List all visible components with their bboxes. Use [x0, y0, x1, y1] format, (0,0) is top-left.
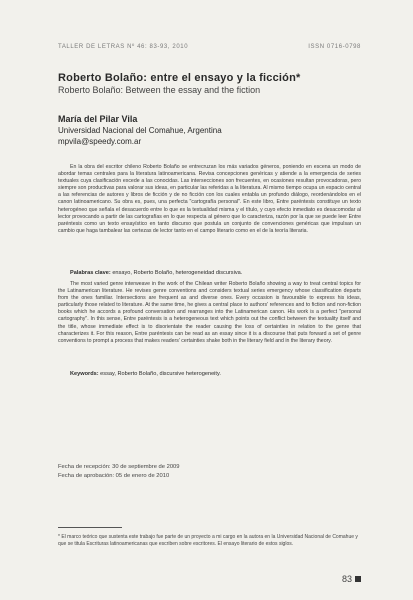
square-bullet-icon: [355, 576, 361, 582]
keywords-english: [70, 371, 360, 377]
issn: ISSN 0716-0798: [308, 44, 361, 50]
running-header: [58, 44, 361, 50]
author-name: María del Pilar Vila: [58, 114, 138, 124]
accepted-date: Fecha de aprobación: 05 de enero de 2010: [58, 473, 170, 479]
keywords-english-text: essay, Roberto Bolaño, discursive heterogeneity.: [100, 371, 221, 377]
footnote-divider: [58, 527, 122, 528]
keywords-spanish-text: ensayo, Roberto Bolaño, heterogeneidad discursiva.: [112, 270, 243, 276]
author-affiliation: Universidad Nacional del Comahue, Argentina: [58, 126, 222, 135]
article-title: [58, 72, 378, 95]
abstract-spanish-text: En la obra del escritor chileno Roberto Bolaño se entrecruzan los más variados géneros, poniendo en escena un modo de abordar temas centrales para la literatura latinoamericana. Revisa concepciones genéricas y atiende a la emergencia de series textuales cuya clasificación excede a las conocidas. Las intersecciones son frecuentes, en ocasiones resultan provocadoras, pero siempre son productivas para valorar sus ideas, en particular las referidas a la literatura. Al mismo tiempo ocupa un espacio central a las referencias de autores y libros de ficción y de no ficción con los cuales entabla un profundo diálogo, reordenándolos en el canon latinoamericano. Su obra es, pues, una perfecta "cartografía personal". En este libro, Entre paréntesis constituye un texto heterogéneo que señala el desacuerdo entre lo que es la textualidad misma y el título, y cuyo efecto inmediato es desacomodar al lector provocando a partir de las cartografías en lo que respecta al género que lo caracteriza, razón por la que se puede leer Entre paréntesis como un texto ensayístico en tanto discurso que postula un conjunto de convenciones genéricas que impulsan un cambio que haga tambalear las certezas de lector tanto en el campo literario como en el de la teoría literaria.: [58, 164, 361, 234]
abstract-english: [58, 281, 361, 345]
author-block: [58, 114, 358, 147]
page-folio: [342, 574, 361, 584]
page-number: 83: [341, 574, 352, 584]
footnote: * El marco teórico que sustenta este trabajo fue parte de un proyecto a mi cargo en la autora en la Universidad Nacional de Comahue y que se titula Escrituras latinoamericanas que escriben sobre escritores. El ensayo literario de estos siglos.: [58, 534, 358, 547]
keywords-english-label: Keywords:: [70, 371, 99, 377]
author-email[interactable]: mpvila@speedy.com.ar: [58, 137, 142, 146]
journal-citation: TALLER DE LETRAS Nº 46: 83-93, 2010: [58, 44, 189, 50]
keywords-spanish-label: Palabras clave:: [70, 270, 111, 276]
submission-dates: [58, 463, 180, 481]
abstract-english-text: The most varied genre interweave in the work of the Chilean writer Roberto Bolaño showing a way to treat central topics for the Latinamerican literature. He revises genre conventions and considers textual series emergency whose classification departs from the ones familiar. Intersections are frequent as and diverse ones. Every occasion is favourable to express his ideas, particularly those related to literature. At the same time, he gives a central place to authors' references and to fiction and non-fiction books which he accords a profound conversation and rearranges into the Latinamerican canon. His work is a perfect "personal cartography". In this sense, Entre paréntesis is a heterogeneous text which points out the conflict between the textuality itself and the title, whose immediate effect is to disorientate the reader causing the loss of certainties in relation to the genre that characterizes it. For this reason, Entre paréntesis can be read as an essay since it is a discourse that puts forward a set of genre conventions to prompt a process that makes readers' certainties shake both in the literary field and in the literary theory.: [58, 281, 361, 344]
abstract-spanish: [58, 164, 361, 235]
title-english: Roberto Bolaño: Between the essay and the fiction: [58, 85, 261, 95]
received-date: Fecha de recepción: 30 de septiembre de 2009: [58, 464, 180, 470]
title-spanish: Roberto Bolaño: entre el ensayo y la ficción*: [58, 72, 301, 84]
keywords-spanish: [70, 270, 360, 276]
